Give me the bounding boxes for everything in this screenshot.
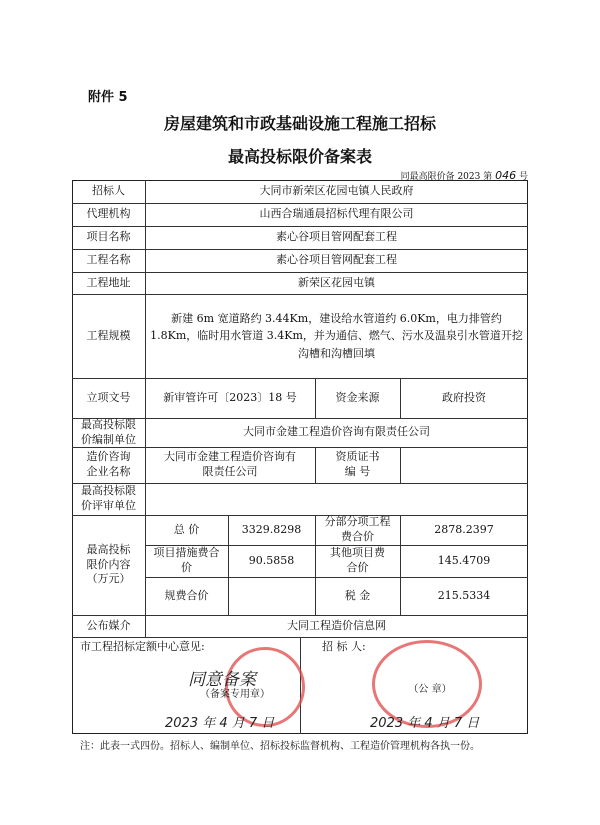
subitem-value: 2878.2397 — [434, 522, 494, 536]
consult-label: 造价咨询企业名称 — [86, 450, 131, 478]
subitem-label: 分部分项工程费合价 — [324, 515, 391, 543]
fee-label: 规费合价 — [164, 588, 209, 602]
cert-label: 资质证书编 号 — [335, 450, 380, 478]
project-label: 项目名称 — [86, 230, 131, 244]
center-stamp-note: （备案专用章） — [200, 689, 270, 701]
review-label: 最高投标限价评审单位 — [81, 484, 136, 512]
center-opinion-label: 市工程招标定额中心意见: — [80, 639, 205, 653]
bidder-date: 2023 年 4 月 7 日 — [370, 716, 480, 731]
agency-label: 代理机构 — [86, 207, 131, 221]
attachment-label: 附件 5 — [88, 90, 128, 105]
content-label: 最高投标限价内容（万元） — [86, 542, 131, 586]
review-value — [145, 483, 528, 515]
media-label: 公布媒介 — [86, 618, 131, 632]
measure-value: 90.5858 — [248, 553, 295, 567]
media-value: 大同工程造价信息网 — [287, 618, 386, 632]
fund-label: 资金来源 — [335, 390, 380, 404]
document-title-line2: 最高投标限价备案表 — [227, 147, 372, 166]
scale-value: 新建 6m 宽道路约 3.44Km，建设给水管道约 6.0Km，电力排管约 1.8Km，临时用水管道 3.4Km，并为通信、燃气、污水及温泉引水管道开挖沟槽和沟槽回填 — [150, 311, 523, 360]
document-title-line1: 房屋建筑和市政基础设施工程施工招标 — [163, 114, 436, 133]
cert-value — [400, 447, 528, 483]
approval-handwriting: 同意备案 — [188, 670, 256, 690]
tax-label: 税 金 — [344, 588, 371, 602]
fee-value — [228, 577, 315, 615]
other-value: 145.4709 — [437, 553, 491, 567]
fund-value: 政府投资 — [442, 390, 486, 404]
address-label: 工程地址 — [86, 275, 131, 289]
engineering-value: 素心谷项目管网配套工程 — [276, 253, 397, 267]
agency-value: 山西合瑞通晨招标代理有限公司 — [259, 207, 414, 221]
address-value: 新荣区花园屯镇 — [298, 275, 375, 289]
bidder-value: 大同市新荣区花园屯镇人民政府 — [259, 184, 414, 198]
approval-label: 立项文号 — [86, 390, 131, 404]
project-value: 素心谷项目管网配套工程 — [276, 230, 397, 244]
center-date: 2023 年 4 月 7 日 — [165, 716, 275, 731]
total-value: 3329.8298 — [241, 522, 302, 536]
footer-note: 注：此表一式四份。招标人、编制单位、招标投标监督机构、工程造价管理机构各执一份。 — [80, 741, 480, 752]
bidder-sign-label: 招 标 人: — [322, 639, 366, 653]
compiler-label: 最高投标限价编制单位 — [81, 417, 136, 446]
record-handwritten-number: 046 — [495, 169, 517, 182]
compiler-value: 大同市金建工程造价咨询有限责任公司 — [243, 425, 430, 439]
engineering-label: 工程名称 — [86, 253, 131, 267]
approval-value: 新审管许可〔2023〕18 号 — [163, 390, 297, 404]
scale-label: 工程规模 — [86, 328, 131, 342]
measure-label: 项目措施费合价 — [153, 546, 220, 574]
bidder-stamp-note: （公 章） — [408, 684, 452, 696]
tax-value: 215.5334 — [437, 588, 491, 602]
record-suffix: 号 — [518, 172, 528, 182]
other-label: 其他项目费合价 — [330, 546, 385, 574]
record-prefix: 同最高限价备 2023 第 — [400, 172, 493, 182]
consult-value: 大同市金建工程造价咨询有限责任公司 — [164, 450, 296, 478]
bidder-label: 招标人 — [92, 184, 125, 198]
total-label: 总 价 — [173, 522, 200, 536]
